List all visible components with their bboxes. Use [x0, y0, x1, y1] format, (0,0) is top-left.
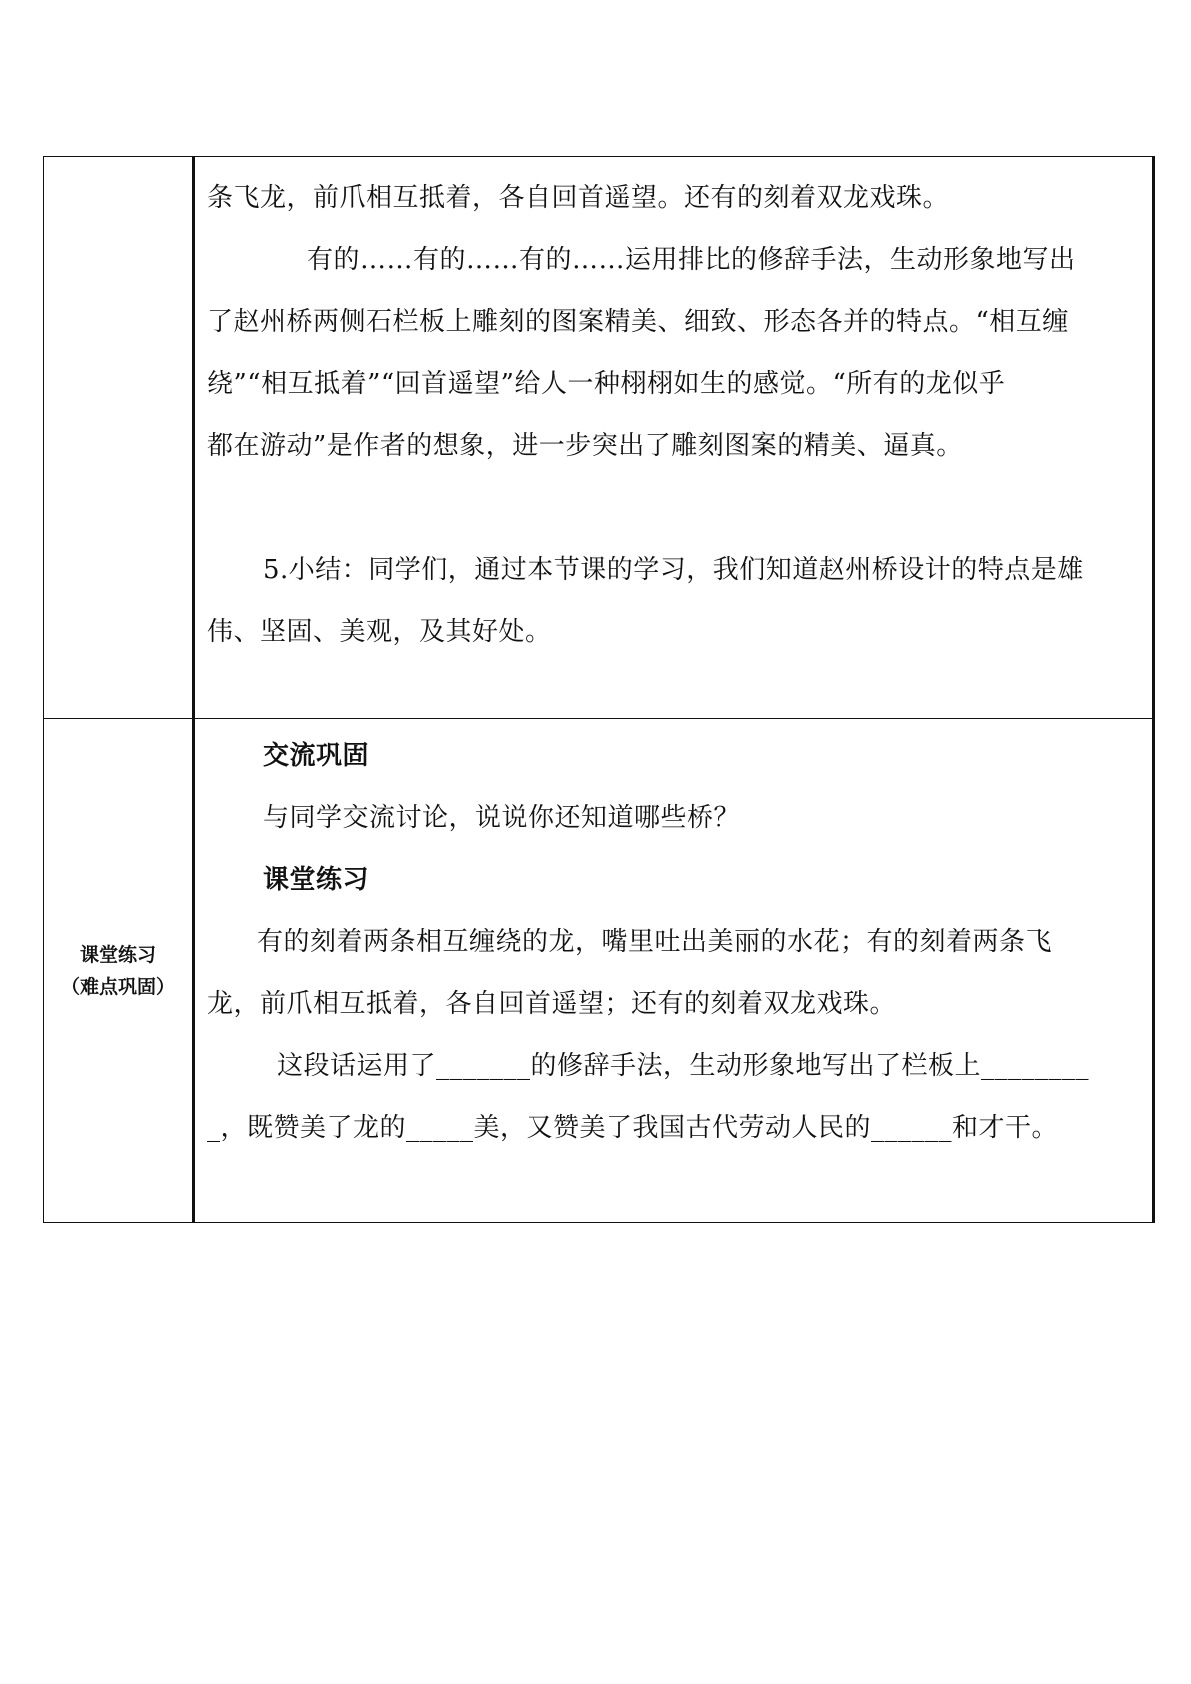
- row-label-line: （难点巩固）: [60, 975, 175, 998]
- row-label-cell: [44, 157, 194, 719]
- text-line: 了赵州桥两侧石栏板上雕刻的图案精美、细致、形态各并的特点。“相互缠: [207, 307, 1069, 337]
- text-line: 有的刻着两条相互缠绕的龙，嘴里吐出美丽的水花；有的刻着两条飞: [257, 927, 1053, 957]
- lesson-text: [195, 157, 1152, 663]
- lesson-table: [43, 156, 1155, 1223]
- table-row: [44, 719, 1154, 1223]
- row-label: [44, 939, 192, 1003]
- text-line: 有的……有的……有的……运用排比的修辞手法，生动形象地写出: [307, 245, 1076, 275]
- row-label-cell: [44, 719, 194, 1223]
- row-content-cell: [194, 719, 1154, 1223]
- section-heading: 交流巩固: [263, 741, 370, 771]
- spacer: [207, 477, 1140, 539]
- summary-line: 5.小结：同学们，通过本节课的学习，我们知道赵州桥设计的特点是雄: [263, 555, 1084, 585]
- table-row: [44, 157, 1154, 719]
- fill-blank-line: 这段话运用了_______的修辞手法，生动形象地写出了栏板上________: [277, 1051, 1090, 1081]
- fill-blank-line: _，既赞美了龙的_____美，又赞美了我国古代劳动人民的______和才干。: [207, 1113, 1059, 1143]
- exercise-text: [195, 719, 1152, 1159]
- summary-line: 伟、坚固、美观，及其好处。: [207, 617, 552, 647]
- row-content-cell: [194, 157, 1154, 719]
- row-label-line: 课堂练习: [79, 943, 156, 966]
- discussion-prompt: 与同学交流讨论，说说你还知道哪些桥？: [263, 803, 741, 833]
- text-line: 龙，前爪相互抵着，各自回首遥望；还有的刻着双龙戏珠。: [207, 989, 897, 1019]
- text-line: 绕”“相互抵着”“回首遥望”给人一种栩栩如生的感觉。“所有的龙似乎: [207, 369, 1006, 399]
- section-heading: 课堂练习: [263, 865, 370, 895]
- text-line: 条飞龙，前爪相互抵着，各自回首遥望。还有的刻着双龙戏珠。: [207, 183, 950, 213]
- text-line: 都在游动”是作者的想象，进一步突出了雕刻图案的精美、逼真。: [207, 431, 963, 461]
